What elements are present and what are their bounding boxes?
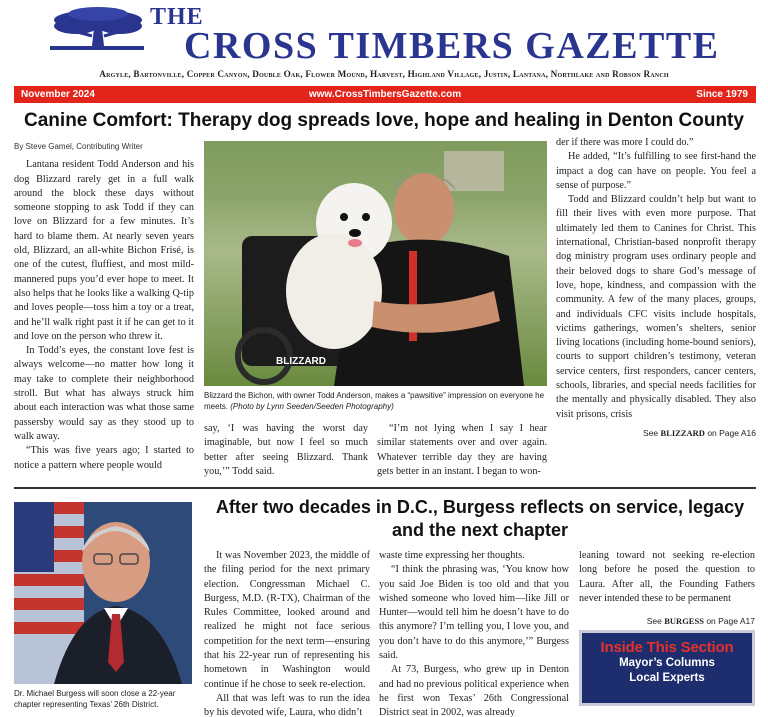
story1-column-1 [14, 140, 194, 473]
burgess-photo[interactable] [14, 502, 192, 684]
masthead [0, 0, 768, 84]
photo-credit: (Photo by Lynn Seeden/Seeden Photography) [230, 402, 394, 411]
website-link[interactable]: www.CrossTimbersGazette.com [308, 89, 462, 100]
paragraph: At 73, Burgess, who grew up in Denton and had no previous political experience when he first won Texas’ 26th Congressional District seat in 2002, was already [379, 664, 569, 717]
story2-headline[interactable]: After two decades in D.C., Burgess reflects on service, legacy and the next chapter [215, 497, 745, 540]
byline: By Steve Gamel, Contributing Writer [14, 142, 143, 151]
jump-word: BLIZZARD [660, 427, 705, 438]
paragraph: waste time expressing her thoughts. [379, 550, 525, 561]
date-bar [14, 86, 756, 103]
story2-column-3 [579, 549, 755, 628]
paragraph: leaning toward not seeking re-election long before he posed the question to Laura. After all, the Founding Fathers never intended these to be permanent [579, 550, 755, 604]
paragraph: It was November 2023, the middle of the filing period for the next primary election. Congressman Michael C. Burgess, M.D. (R-TX), Chairman of the Rules Committee, looked around and realized he might not face serious competition for the next term—ensuring that his 22-year run of representing his hometown in Washington would continue if he chose to seek re-election. [204, 550, 370, 690]
masthead-towns: Argyle, Bartonville, Copper Canyon, Double Oak, Flower Mound, Harvest, Highland Village, Justin, Lantana, Northlake and Robson Ranch [99, 69, 669, 79]
dog-photo[interactable] [204, 141, 547, 386]
caption-text: Blizzard the Bichon, with owner Todd Anderson, makes a “pawsitive” impression on everyone he meets. [204, 391, 545, 411]
dog-and-owner-image [204, 141, 547, 386]
story2-column-1 [204, 549, 370, 717]
jump-prefix: See [646, 616, 662, 627]
jump-word: BURGESS [664, 616, 704, 627]
paragraph: “This was five years ago; I started to notice a pattern where people would [14, 445, 194, 471]
story1-column-2a [204, 422, 368, 479]
paragraph: Todd and Blizzard couldn’t help but want to fill their lives with even more purpose. That ultimately led them to Canines for Christ. This international, Christian-based nonprofit therapy dog ministry program uses ordinary people and their beloved dogs to share God’s message of love, hope, kindness, and compassion with the community. A few of the many places, groups, and individuals CFC visits include hospitals, victims gatherings, women’s shelters, senior living locations (including home-bound seniors), courts to support children’s testimony, veteran service centers, first responders, cancer centers, schools, libraries, and special needs facilities for the mentally and physically disabled. They also visit prisons, crisis [556, 194, 756, 420]
masthead-the: THE [150, 4, 204, 30]
paragraph: der if there was more I could do.” [556, 137, 694, 148]
paragraph: “I think the phrasing was, ‘You know how you said Joe Biden is too old and that you wished someone who loved him—like Jill or Hunter—would tell him he doesn’t have to do this anymore? I’m telling you, I love you, and you don’t have to do this anymore,’” Burgess said. [379, 564, 569, 662]
section-divider [14, 487, 756, 489]
story1-column-3 [556, 136, 756, 440]
jump-suffix: on Page A17 [706, 616, 755, 627]
burgess-jump-link[interactable] [579, 614, 755, 628]
jump-prefix: See [643, 427, 659, 438]
inside-item-mayors-columns[interactable]: Mayor’s Columns [619, 657, 715, 669]
wheelchair-label: BLIZZARD [276, 356, 326, 367]
inside-this-section-box[interactable] [579, 630, 755, 706]
dog-photo-caption [204, 390, 547, 412]
portrait-image [14, 502, 192, 684]
since-label: Since 1979 [696, 89, 748, 100]
burgess-photo-caption: Dr. Michael Burgess will soon close a 22-year chapter representing Texas’ 26th District. [14, 689, 176, 709]
inside-box-title: Inside This Section [600, 639, 734, 656]
paragraph: He added, “It’s fulfilling to see first-hand the impact a dog can have on people. You feel a sense of purpose.” [556, 151, 756, 191]
paragraph: Lantana resident Todd Anderson and his dog Blizzard rarely get in a full walk around the block these days without someone stopping to ask Todd if they can love on Blizzard for a few minutes. It’s hard to blame them. At nearly seven years old, Blizzard, an all-white Bichon Frisé, is one of the cutest, fluffiest, and most mild-mannered pups you’d ever hope to meet. It also helps that he looks like a walking Q-tip and loves people—toss him a toy or a treat, and he’ll walk right past it if he can get to it and love on the person who threw it. [14, 159, 194, 342]
story2-column-2 [379, 549, 569, 717]
issue-date: November 2024 [21, 89, 95, 100]
story1-column-2b [377, 422, 547, 479]
story1-headline[interactable]: Canine Comfort: Therapy dog spreads love, hope and healing in Denton County [24, 110, 744, 131]
blizzard-jump-link[interactable] [556, 426, 756, 440]
paragraph: “I’m not lying when I say I hear similar statements over and over again. Whatever terrible day they are having gets better in an instant. I began to won- [377, 423, 547, 477]
paragraph: say, ‘I was having the worst day imaginable, but now I feel so much better after seeing Blizzard. Thank you,’” Todd said. [204, 423, 368, 477]
oak-tree-logo [48, 6, 146, 52]
jump-suffix: on Page A16 [707, 427, 756, 438]
paragraph: All that was left was to run the idea by his devoted wife, Laura, who didn’t [204, 692, 370, 717]
masthead-title: CROSS TIMBERS GAZETTE [184, 25, 720, 67]
paragraph: In Todd’s eyes, the constant love fest is always welcome—no matter how long it may take to complete their neighborhood stroll. But what has always struck him about each interaction was what those same passersby would say as they stood up to walk away. [14, 345, 194, 442]
inside-item-local-experts[interactable]: Local Experts [629, 672, 705, 684]
